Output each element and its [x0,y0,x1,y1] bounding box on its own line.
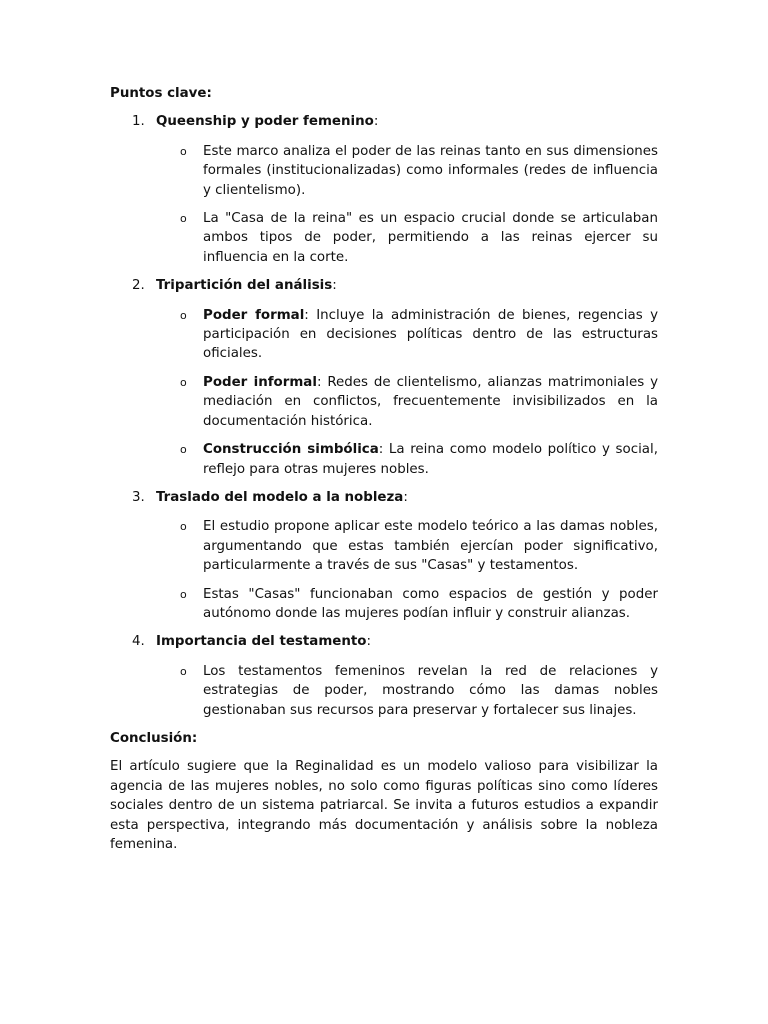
bullet-circle-icon: o [180,520,187,534]
bullet-circle-icon: o [180,212,187,226]
list-item-title: Queenship y poder femenino [156,114,374,130]
list-item-number: 3. [132,489,145,505]
list-item-colon: : [366,634,372,650]
list-item [110,632,658,720]
list-item-title: Tripartición del análisis [156,278,333,294]
bullet-item [110,517,658,575]
bullet-bold: Construcción simbólica [203,442,379,458]
bullet-item [110,209,658,267]
list-item-number: 2. [132,278,145,294]
bullet-circle-icon: o [180,587,187,601]
bullet-text: El estudio propone aplicar este modelo teórico a las damas nobles, argumentando que estas también ejercían poder significativo, particularmente a través de sus "Casas" y testamentos. [203,519,658,574]
bullet-item [110,662,658,720]
bullet-text: : La reina como modelo político y social, reflejo para otras mujeres nobles. [203,442,658,477]
list-item-colon: : [332,278,337,294]
bullet-item [110,306,658,364]
conclusion-paragraph: El artículo sugiere que la Reginalidad es un modelo valioso para visibilizar la agencia de las mujeres nobles, no solo como figuras políticas sino como líderes sociales dentro de un sistema patriarcal. Se invita a futuros estudios a expandir esta perspectiva, integrando más documentación y análisis sobre la nobleza femenina. [110,759,658,852]
list-item-title: Importancia del testamento [156,634,367,650]
list-item-heading [110,112,658,131]
bullet-circle-icon: o [180,664,187,678]
bullet-item [110,142,658,200]
bullet-circle-icon: o [180,443,187,457]
bullet-text: Este marco analiza el poder de las reinas tanto en sus dimensiones formales (institucionalizadas) como informales (redes de influencia y clientelismo). [203,143,658,198]
bullet-item [110,440,658,479]
bullet-circle-icon: o [180,144,187,158]
bullet-item [110,373,658,431]
list-item-number: 1. [132,114,145,130]
bullet-circle-icon: o [180,375,187,389]
bullet-text: : Redes de clientelismo, alianzas matrimoniales y mediación en conflictos, frecuentemente invisibilizados en la documentación histórica. [203,374,659,429]
list-item-title: Traslado del modelo a la nobleza [156,489,404,505]
bullet-item [110,585,658,624]
bullet-text: La "Casa de la reina" es un espacio crucial donde se articulaban ambos tipos de poder, permitiendo a las reinas ejercer su influencia en la corte. [203,211,658,265]
list-item [110,112,658,267]
bullet-text: Estas "Casas" funcionaban como espacios de gestión y poder autónomo donde las mujeres podían influir y construir alianzas. [203,586,658,621]
bullet-bold: Poder informal [203,374,317,390]
list-item [110,488,658,623]
heading-puntos-clave: Puntos clave: [110,86,212,101]
list-item [110,276,658,479]
document-page [110,84,658,854]
bullet-text: Los testamentos femeninos revelan la red de relaciones y estrategias de poder, mostrando cómo las damas nobles gestionaban sus recursos para preservar y fortalecer sus linajes. [203,663,658,718]
bullet-bold: Poder formal [203,307,305,323]
list-item-colon: : [373,114,379,130]
heading-conclusion: Conclusión: [110,730,198,746]
bullet-circle-icon: o [180,308,187,322]
list-item-number: 4. [132,634,145,650]
list-item-heading [110,632,658,651]
bullet-text: : Incluye la administración de bienes, regencias y participación en decisiones políticas dentro de las estructuras oficiales. [203,307,658,362]
list-item-heading [110,488,658,507]
list-item-colon: : [403,489,408,505]
list-item-heading [110,276,658,295]
key-points-list [110,112,658,720]
